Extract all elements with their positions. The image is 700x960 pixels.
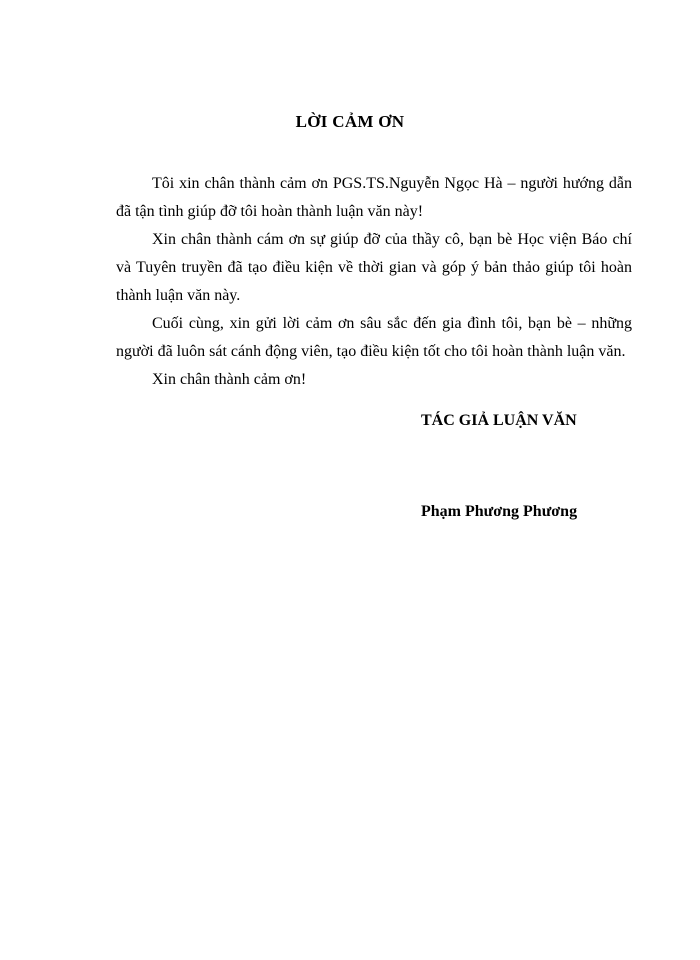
signature-name: Phạm Phương Phương [421, 503, 578, 520]
paragraph-4: Xin chân thành cảm ơn! [152, 371, 307, 388]
paragraph-1: Tôi xin chân thành cảm ơn PGS.TS.Nguyễn Ngọc Hà – người hướng dẫn đã tận tình giúp đỡ tôi hoàn thành luận văn này! [116, 175, 632, 220]
page-title: LỜI CẢM ƠN [295, 112, 405, 131]
paragraph-3: Cuối cùng, xin gửi lời cảm ơn sâu sắc đến gia đình tôi, bạn bè – những người đã luôn sát cánh động viên, tạo điều kiện tốt cho tôi hoàn thành luận văn. [116, 315, 632, 360]
paragraph-2: Xin chân thành cám ơn sự giúp đỡ của thầy cô, bạn bè Học viện Báo chí và Tuyên truyền đã tạo điều kiện về thời gian và góp ý bản thảo giúp tôi hoàn thành luận văn này. [116, 231, 632, 304]
signature-role: TÁC GIẢ LUẬN VĂN [421, 412, 577, 429]
acknowledgement-body [116, 170, 632, 394]
